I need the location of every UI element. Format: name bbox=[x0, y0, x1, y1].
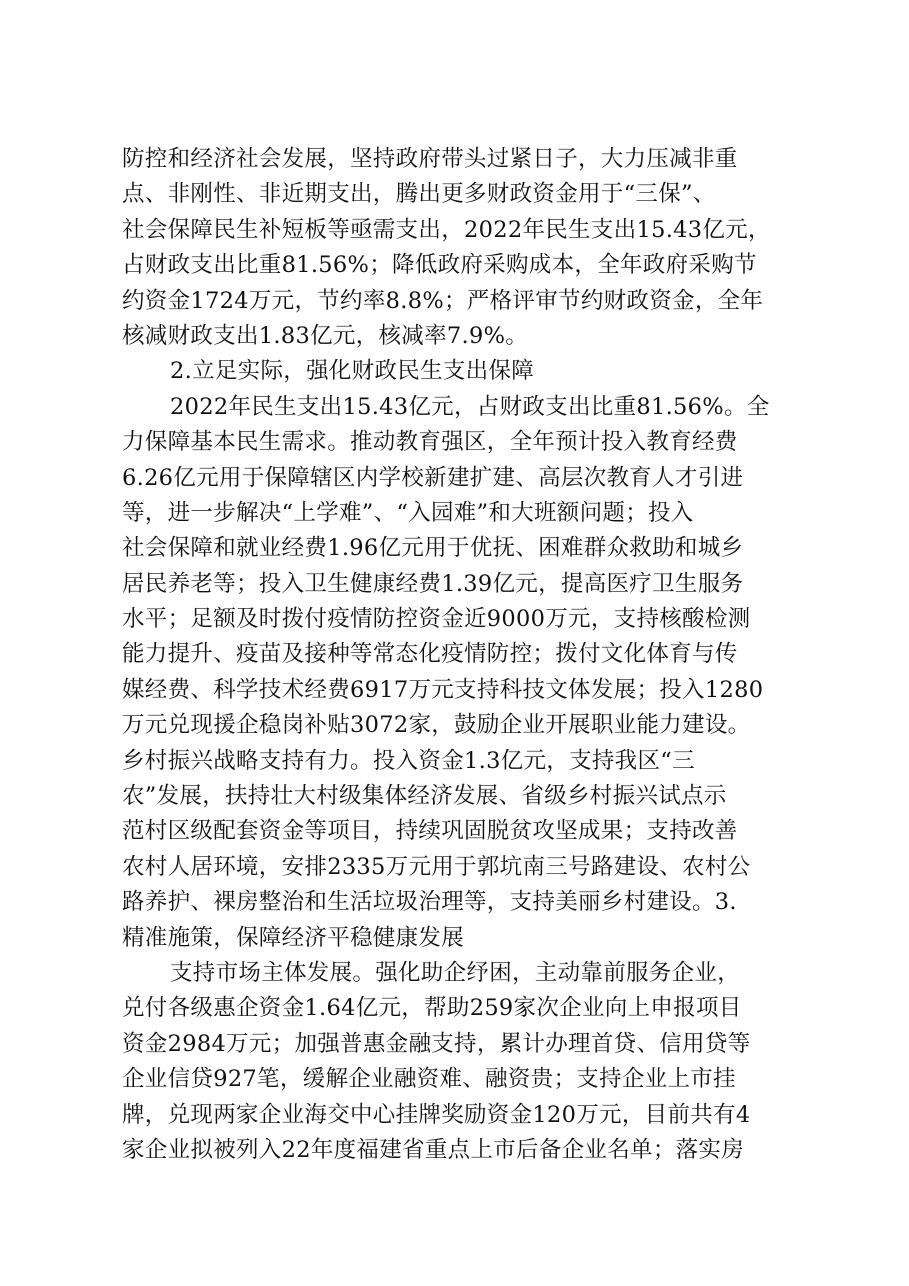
text-line: 核减财政支出1.83亿元，核减率7.9%。 bbox=[122, 322, 529, 349]
text-line: 力保障基本民生需求。推动教育强区，全年预计投入教育经费 bbox=[122, 429, 738, 456]
text-line: 支持市场主体发展。强化助企纾困，主动靠前服务企业， bbox=[170, 959, 741, 986]
text-line: 防控和经济社会发展，坚持政府带头过紧日子，大力压减非重 bbox=[122, 146, 738, 172]
text-line: 资金2984万元；加强普惠金融支持，累计办理首贷、信用贷等 bbox=[122, 1030, 751, 1057]
text-line: 水平；足额及时拨付疫情防控资金近9000万元，支持核酸检测 bbox=[122, 606, 751, 633]
text-line: 社会保障和就业经费1.96亿元用于优抚、困难群众救助和城乡 bbox=[122, 535, 744, 562]
text-line: 等，进一步解决“上学难”、“入园难”和大班额问题；投入 bbox=[122, 499, 694, 526]
text-line: 占财政支出比重81.56%；降低政府采购成本，全年政府采购节 bbox=[122, 252, 757, 279]
text-line: 乡村振兴战略支持有力。投入资金1.3亿元，支持我区“三 bbox=[122, 747, 695, 774]
text-line: 社会保障民生补短板等亟需支出，2022年民生支出15.43亿元， bbox=[122, 216, 771, 243]
text-line: 兑付各级惠企资金1.64亿元，帮助259家次企业向上申报项目 bbox=[122, 995, 742, 1022]
text-line: 2022年民生支出15.43亿元，占财政支出比重81.56%。全 bbox=[170, 393, 770, 420]
text-line: 路养护、裸房整治和生活垃圾治理等，支持美丽乡村建设。3. bbox=[122, 889, 737, 916]
text-line: 万元兑现援企稳岗补贴3072家，鼓励企业开展职业能力建设。 bbox=[122, 712, 751, 739]
text-line: 能力提升、疫苗及接种等常态化疫情防控；拨付文化体育与传 bbox=[122, 641, 738, 668]
text-line: 点、非刚性、非近期支出，腾出更多财政资金用于“三保”、 bbox=[122, 181, 716, 208]
text-line: 约资金1724万元，节约率8.8%；严格评审节约财政资金，全年 bbox=[122, 287, 764, 314]
section-heading: 2.立足实际，强化财政民生支出保障 bbox=[170, 358, 535, 385]
text-line: 范村区级配套资金等项目，持续巩固脱贫攻坚成果；支持改善 bbox=[122, 818, 738, 845]
text-line: 家企业拟被列入22年度福建省重点上市后备企业名单；落实房 bbox=[122, 1136, 745, 1163]
text-line: 媒经费、科学技术经费6917万元支持科技文体发展；投入1280 bbox=[122, 676, 764, 703]
text-line: 农”发展，扶持壮大村级集体经济发展、省级乡村振兴试点示 bbox=[122, 783, 727, 810]
text-line: 牌，兑现两家企业海交中心挂牌奖励资金120万元，目前共有4 bbox=[122, 1101, 751, 1128]
text-line: 6.26亿元用于保障辖区内学校新建扩建、高层次教育人才引进 bbox=[122, 464, 744, 491]
text-line: 居民养老等；投入卫生健康经费1.39亿元，提高医疗卫生服务 bbox=[122, 570, 744, 597]
text-line: 农村人居环境，安排2335万元用于郭坑南三号路建设、农村公 bbox=[122, 853, 751, 880]
text-line: 企业信贷927笔，缓解企业融资难、融资贵；支持企业上市挂 bbox=[122, 1066, 736, 1093]
section-heading: 精准施策，保障经济平稳健康发展 bbox=[122, 924, 465, 951]
document-body bbox=[122, 142, 802, 1168]
